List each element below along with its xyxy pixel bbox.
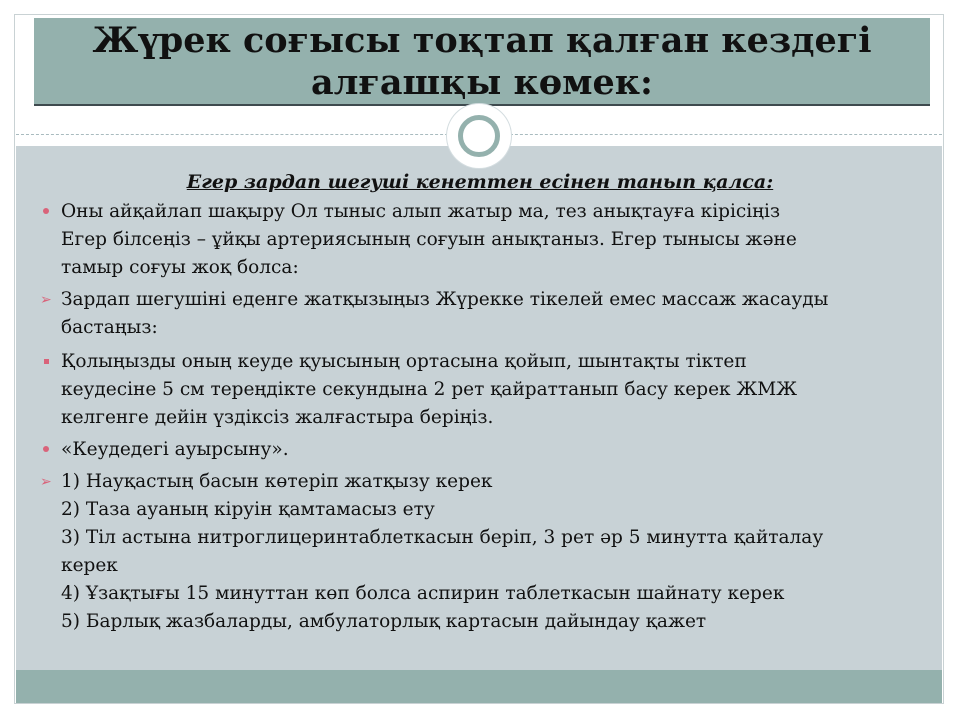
item-line: Оны айқайлап шақыру Ол тыныс алып жатыр ма, тез анықтауға кірісіңіз bbox=[61, 201, 781, 222]
ring-ornament-icon bbox=[447, 104, 511, 168]
square-bullet-icon bbox=[40, 348, 58, 376]
list-item bbox=[40, 468, 920, 636]
item-line: 4) Ұзақтығы 15 минуттан көп болса аспирин таблеткасын шайнату керек bbox=[61, 583, 785, 604]
item-line: керек bbox=[61, 555, 118, 576]
list-item bbox=[40, 436, 920, 464]
item-line: 3) Тіл астына нитроглицеринтаблеткасын беріп, 3 рет әр 5 минутта қайталау bbox=[61, 527, 824, 548]
arrow-bullet-icon bbox=[40, 468, 58, 496]
item-line: Зардап шегушіні еденге жатқызыңыз Жүрекке тікелей емес массаж жасауды bbox=[61, 289, 829, 310]
list-item bbox=[40, 198, 920, 282]
subheading: Егер зардап шегуші кенеттен есінен танып қалса: bbox=[186, 171, 774, 193]
bullet-list bbox=[40, 198, 920, 636]
item-line: тамыр соғуы жоқ болса: bbox=[61, 257, 299, 278]
round-bullet-icon bbox=[40, 198, 58, 226]
item-line: Егер білсеңіз – ұйқы артериясының соғуын анықтаныз. Егер тынысы және bbox=[61, 229, 797, 250]
footer-bar bbox=[16, 670, 942, 703]
item-line: Қолыңызды оның кеуде қуысының ортасына қойып, шынтақты тіктеп bbox=[61, 351, 747, 372]
list-item bbox=[40, 286, 920, 342]
item-line: бастаңыз: bbox=[61, 317, 158, 338]
item-line: келгенге дейін үздіксіз жалғастыра беріңіз. bbox=[61, 407, 494, 428]
round-bullet-icon bbox=[40, 436, 58, 464]
item-line: кеудесіне 5 см тереңдікте секундына 2 рет қайраттанып басу керек ЖМЖ bbox=[61, 379, 797, 400]
item-line: 2) Таза ауаның кіруін қамтамасыз ету bbox=[61, 499, 435, 520]
item-line: 5) Барлық жазбаларды, амбулаторлық картасын дайындау қажет bbox=[61, 611, 707, 632]
arrow-bullet-icon bbox=[40, 286, 58, 314]
item-line: «Кеудедегі ауырсыну». bbox=[61, 439, 289, 460]
list-item bbox=[40, 348, 920, 432]
title-line-2: алғашқы көмек: bbox=[311, 62, 653, 103]
title-line-1: Жүрек соғысы тоқтап қалған кездегі bbox=[92, 20, 872, 61]
slide-title bbox=[34, 18, 930, 104]
title-band bbox=[34, 18, 930, 106]
item-line: 1) Науқастың басын көтеріп жатқызу керек bbox=[61, 471, 493, 492]
